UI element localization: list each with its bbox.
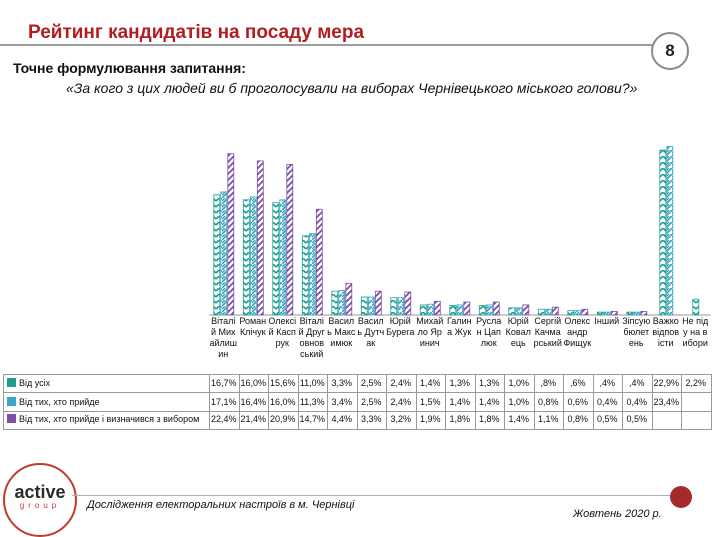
bar-3-9	[464, 302, 470, 315]
bar-3-14	[611, 311, 617, 315]
bar-3-12	[552, 307, 558, 315]
data-label: 0,5%	[626, 414, 647, 424]
data-label: 1,4%	[478, 397, 500, 407]
bar-2-16	[667, 147, 673, 316]
bar-2-13	[575, 311, 581, 315]
bar-1-6	[361, 297, 367, 315]
legend-swatch	[7, 414, 16, 423]
legend-row-1	[7, 378, 50, 388]
category-label: Михайло Яринич	[416, 316, 444, 348]
legend-label: Від усіх	[19, 378, 51, 388]
data-label: ,4%	[628, 378, 645, 388]
bar-2-10	[486, 305, 492, 315]
data-label: 16,0%	[240, 378, 267, 388]
bar-3-11	[523, 305, 529, 315]
data-label: 17,1%	[210, 397, 237, 407]
data-label: 22,9%	[653, 378, 680, 388]
footer-dot	[670, 486, 692, 508]
data-label: 0,4%	[596, 397, 618, 407]
data-label: 2,5%	[360, 378, 382, 388]
bar-2-9	[457, 305, 463, 315]
active-group-logo	[3, 463, 77, 537]
legend-label: Від тих, хто прийде	[19, 397, 100, 407]
bar-1-4	[302, 236, 308, 315]
data-label: 1,4%	[449, 397, 470, 407]
data-label: ,4%	[599, 378, 615, 388]
logo-subtext: group	[19, 501, 61, 510]
data-label: 14,7%	[299, 414, 326, 424]
bar-3-3	[287, 165, 293, 316]
category-label: Василь Дутчак	[357, 316, 385, 348]
bar-2-6	[368, 297, 374, 315]
question-label: Точне формулювання запитання:	[13, 60, 246, 76]
bar-3-8	[434, 301, 440, 315]
bar-2-2	[250, 197, 256, 315]
bar-1-1	[214, 195, 220, 315]
category-label: Роман Клічук	[239, 316, 267, 337]
bar-3-4	[316, 209, 322, 315]
category-label: Олександр Фищук	[563, 316, 592, 348]
data-label: 0,8%	[567, 414, 588, 424]
bar-2-4	[309, 234, 315, 315]
question-text: «За кого з цих людей ви б проголосували на виборах Чернівецького міського голови?»	[66, 80, 638, 96]
bar-2-7	[398, 298, 404, 315]
data-label: 1,0%	[508, 378, 529, 388]
bar-3-13	[582, 309, 588, 315]
bar-1-7	[391, 298, 397, 315]
category-label: Важко відповісти	[652, 316, 680, 348]
bar-1-9	[450, 306, 456, 315]
data-label: 0,4%	[626, 397, 647, 407]
page-number: 8	[651, 32, 689, 70]
data-label: 3,3%	[331, 378, 352, 388]
data-label: 1,1%	[537, 414, 559, 424]
category-label: Інший	[594, 316, 620, 326]
table-vline	[3, 374, 4, 430]
legend-row-2	[7, 397, 100, 407]
bar-3-2	[257, 161, 263, 315]
category-label: Юрій Бурега	[386, 316, 415, 337]
legend-label: Від тих, хто прийде і визначився з вибором	[19, 414, 200, 424]
data-label: 1,9%	[419, 414, 441, 424]
data-label: 4,4%	[331, 414, 352, 424]
legend-row-3	[7, 414, 199, 424]
data-label: 16,7%	[210, 378, 237, 388]
data-label: 2,2%	[685, 378, 706, 388]
footer-divider	[72, 495, 682, 496]
category-label: Не піду на вибори	[682, 316, 709, 348]
bar-2-3	[280, 200, 286, 315]
data-label: 22,4%	[210, 414, 237, 424]
data-label: 15,6%	[269, 378, 296, 388]
data-label: 0,6%	[567, 397, 588, 407]
bar-3-5	[346, 283, 352, 315]
bar-1-12	[538, 309, 544, 315]
data-label: 2,4%	[390, 397, 411, 407]
survey-date: Жовтень 2020 р.	[573, 508, 662, 520]
data-label: 1,8%	[449, 414, 470, 424]
logo-text: active	[14, 482, 66, 502]
data-label: ,6%	[569, 378, 586, 388]
data-label: ,8%	[540, 378, 556, 388]
data-label: 1,8%	[478, 414, 500, 424]
data-label: 0,5%	[596, 414, 618, 424]
category-label: Зіпсую бюлетень	[622, 316, 651, 348]
category-label: Віталій Друговновський	[298, 316, 325, 359]
bar-3-7	[405, 292, 411, 315]
data-label: 11,0%	[299, 378, 325, 388]
bar-1-10	[479, 306, 485, 315]
data-label: 23,4%	[653, 397, 680, 407]
category-label: Руслан Цаплюк	[476, 316, 502, 348]
bar-3-15	[641, 311, 647, 315]
data-label: 3,4%	[331, 397, 352, 407]
data-label: 1,5%	[419, 397, 441, 407]
data-label: 1,4%	[508, 414, 529, 424]
data-label: 1,3%	[478, 378, 500, 388]
data-label: 16,4%	[240, 397, 267, 407]
category-label: Віталій Михайлишин	[209, 316, 238, 359]
bar-1-8	[420, 305, 426, 315]
bar-3-6	[375, 291, 381, 315]
data-label: 20,9%	[269, 414, 296, 424]
category-label: Сергій Качмарський	[533, 316, 562, 348]
category-label: Юрій Ковалець	[505, 316, 531, 348]
data-label: 21,4%	[240, 414, 267, 424]
bar-2-12	[545, 309, 551, 315]
bar-1-16	[660, 150, 666, 315]
category-label: Олексій Каспрук	[268, 316, 297, 348]
data-label: 2,4%	[390, 378, 411, 388]
bar-1-11	[509, 308, 515, 315]
data-label: 0,8%	[537, 397, 559, 407]
data-label: 2,5%	[360, 397, 382, 407]
bar-1-3	[273, 203, 279, 315]
bar-2-1	[221, 192, 227, 315]
page-title: Рейтинг кандидатів на посаду мера	[28, 22, 365, 43]
bar-1-5	[332, 291, 338, 315]
bar-1-14	[597, 312, 603, 315]
survey-title: Дослідження електоральних настроїв в м. Чернівці	[87, 499, 355, 511]
bar-1-13	[568, 311, 574, 315]
bar-2-11	[516, 308, 522, 315]
bar-3-10	[493, 302, 499, 315]
bar-2-15	[634, 312, 640, 315]
data-label: 1,3%	[449, 378, 470, 388]
bar-2-8	[427, 304, 433, 315]
legend-swatch	[7, 397, 16, 406]
legend-swatch	[7, 378, 16, 387]
bar-2-14	[604, 312, 610, 315]
category-label: Галина Жук	[446, 316, 472, 337]
data-label: 3,2%	[390, 414, 411, 424]
data-label: 1,0%	[508, 397, 529, 407]
data-label: 3,3%	[360, 414, 382, 424]
data-label: 16,0%	[269, 397, 296, 407]
category-label: Василь Максимюк	[327, 316, 356, 348]
table-vline	[711, 374, 712, 430]
bar-2-5	[339, 291, 345, 316]
bar-3-1	[228, 154, 234, 315]
data-label: 11,3%	[299, 397, 325, 407]
data-label: 1,4%	[419, 378, 441, 388]
bar-1-15	[627, 312, 633, 315]
bar-1-2	[243, 200, 249, 315]
bar-1-17	[693, 299, 699, 315]
